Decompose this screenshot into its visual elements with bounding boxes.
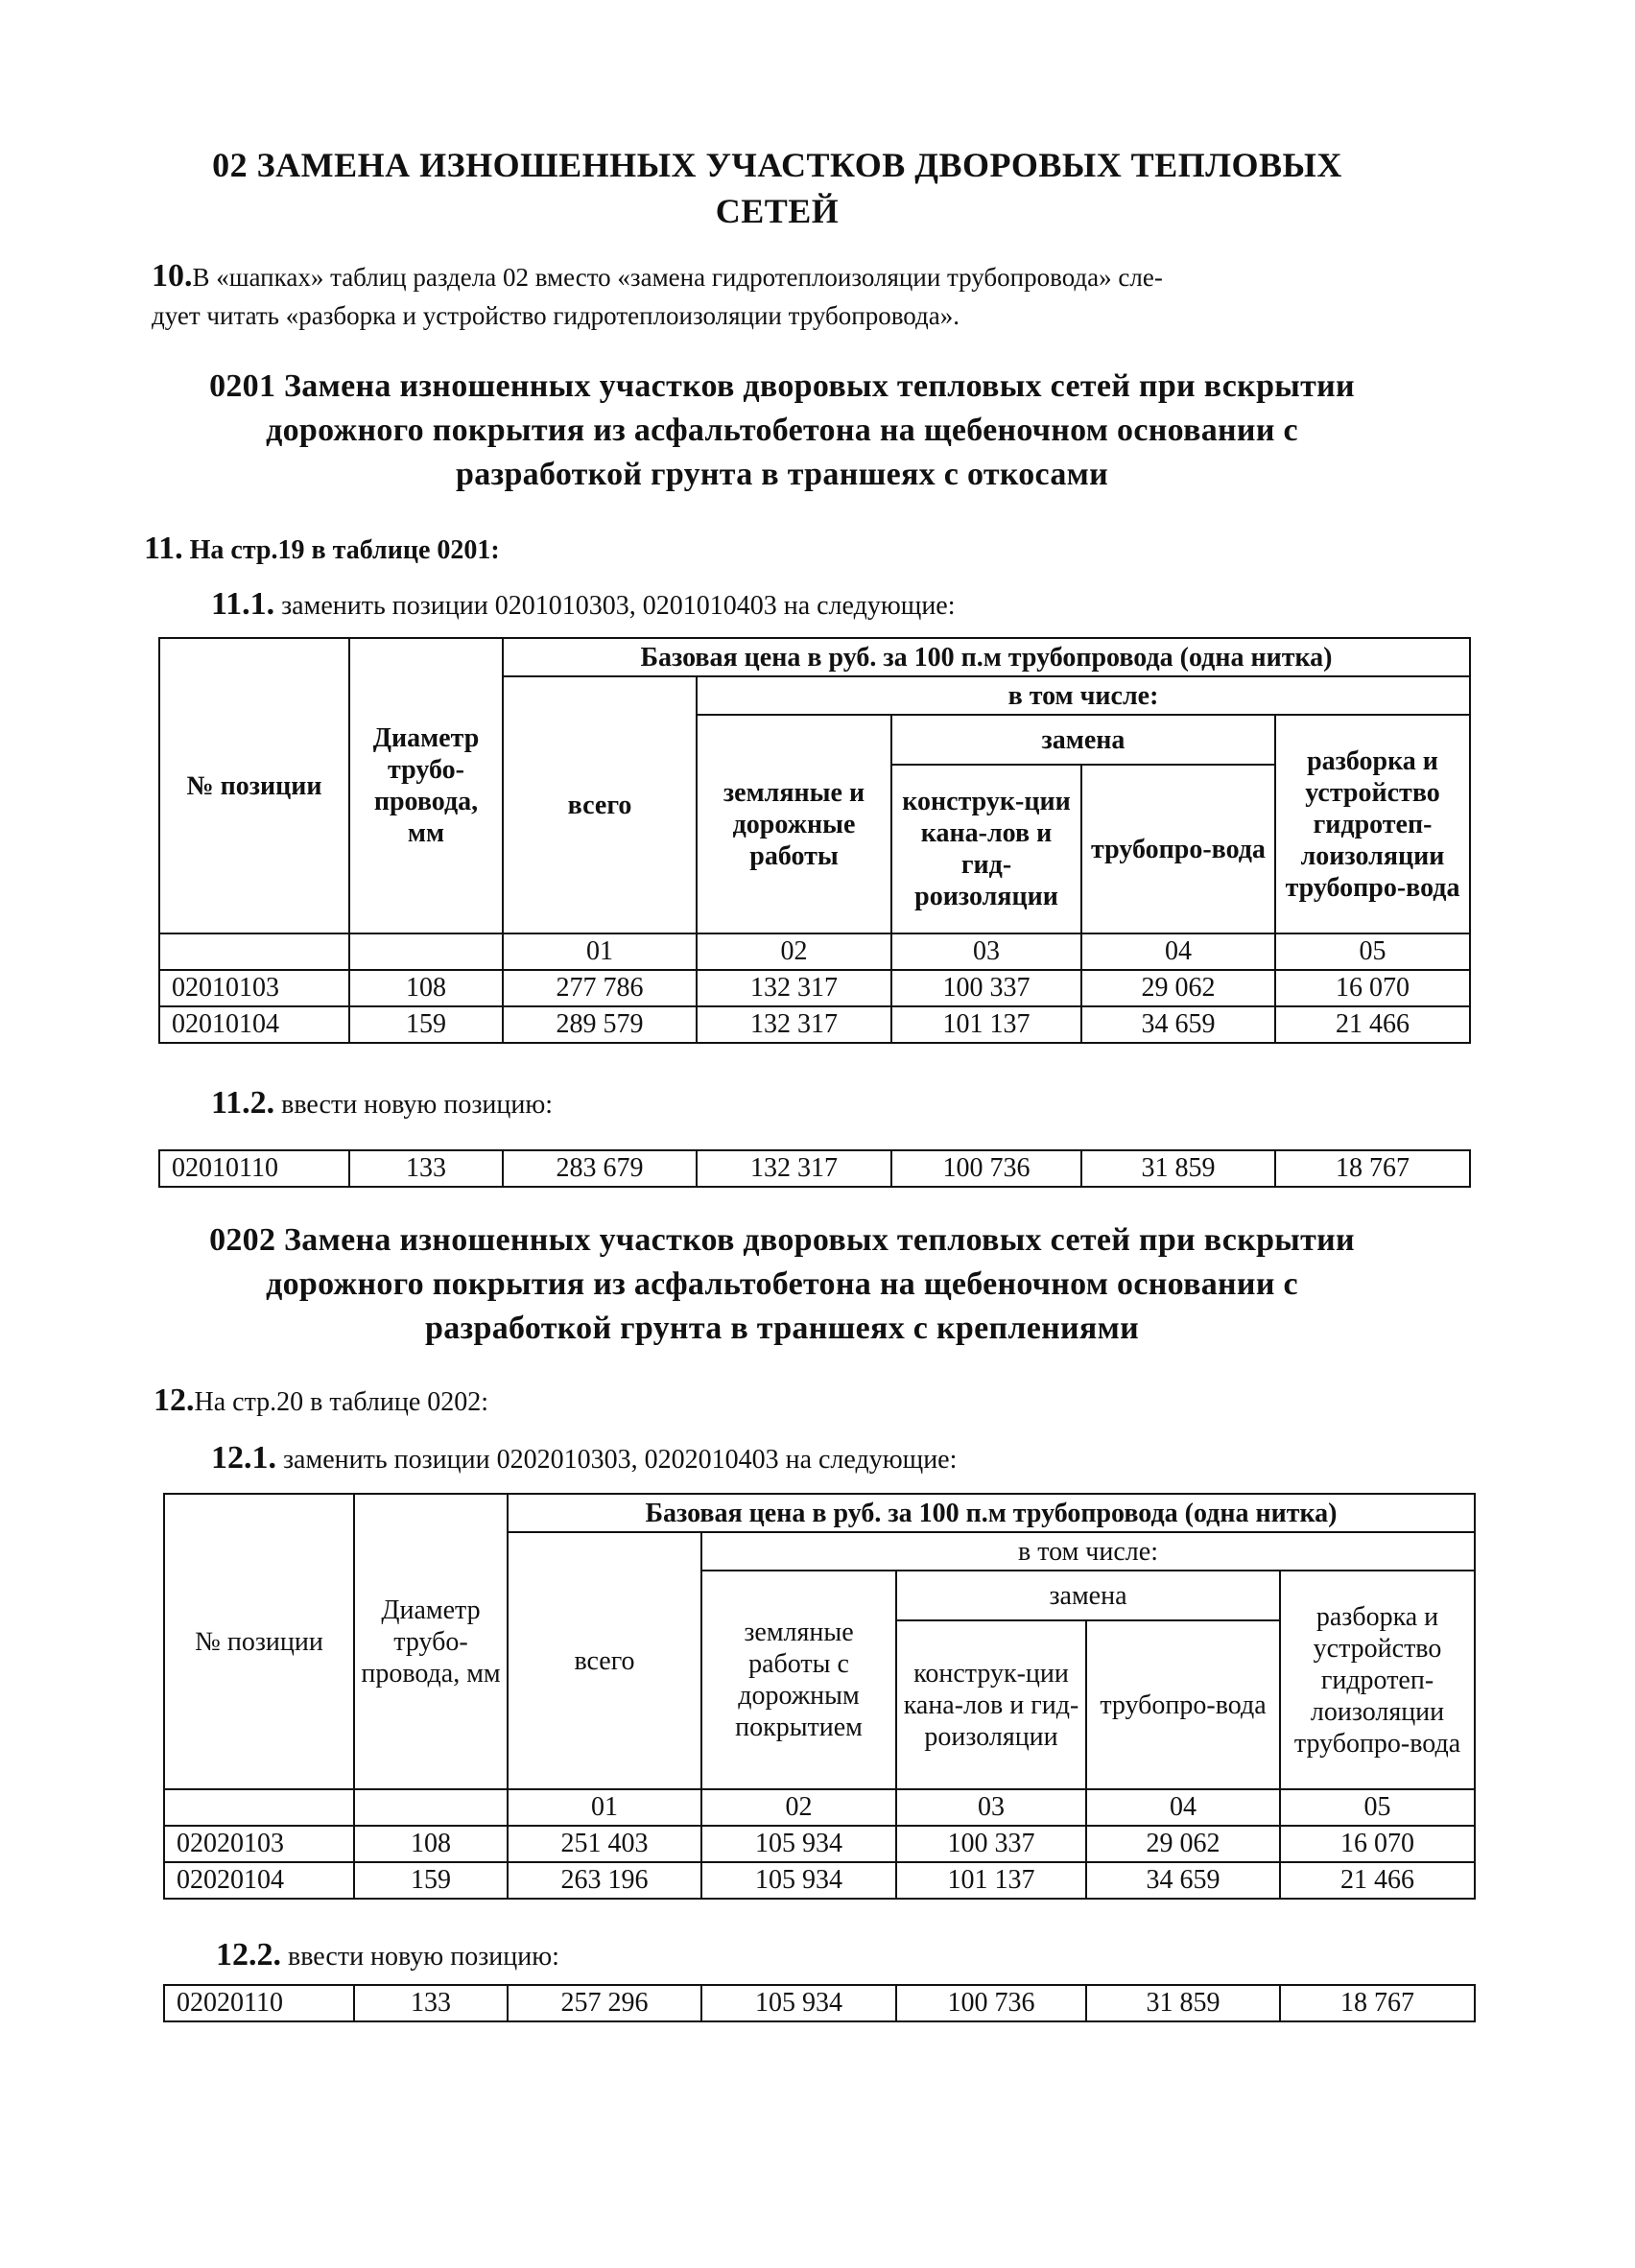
header-replacement: замена bbox=[891, 715, 1275, 765]
cell-pipeline: 34 659 bbox=[1086, 1862, 1280, 1899]
header-position: № позиции bbox=[159, 638, 349, 933]
header-insulation: разборка и устройство гидротеп-лоизоляции трубопро-вода bbox=[1275, 715, 1470, 933]
section-0202-line-2: дорожного покрытия из асфальтобетона на щебеночном основании с bbox=[266, 1266, 1298, 1302]
cell-earthworks: 105 934 bbox=[701, 1985, 896, 2021]
cell-insulation: 18 767 bbox=[1275, 1150, 1470, 1187]
item-11-1-text: заменить позиции 0201010303, 0201010403 на следующие: bbox=[274, 591, 956, 621]
header-diameter: Диаметр трубо-провода, мм bbox=[354, 1494, 508, 1789]
item-11-2 bbox=[211, 1084, 553, 1124]
title-line-1: 02 ЗАМЕНА ИЗНОШЕННЫХ УЧАСТКОВ ДВОРОВЫХ ТЕПЛОВЫХ bbox=[212, 146, 1342, 184]
cell-total: 257 296 bbox=[508, 1985, 701, 2021]
section-0202-heading bbox=[106, 1218, 1458, 1351]
table-0202-new-position bbox=[163, 1984, 1476, 2022]
cell-diameter: 133 bbox=[354, 1985, 508, 2021]
cell-position: 02020103 bbox=[164, 1826, 354, 1862]
cell-pipeline: 31 859 bbox=[1086, 1985, 1280, 2021]
cell-channels: 100 736 bbox=[896, 1985, 1086, 2021]
cell-diameter: 108 bbox=[349, 970, 503, 1006]
col-number: 04 bbox=[1086, 1789, 1280, 1826]
cell-pipeline: 29 062 bbox=[1086, 1826, 1280, 1862]
col-number: 04 bbox=[1081, 933, 1275, 970]
item-11-number: 11. bbox=[144, 531, 183, 566]
header-base-price: Базовая цена в руб. за 100 п.м трубопровода (одна нитка) bbox=[508, 1494, 1475, 1532]
item-11-2-number: 11.2. bbox=[211, 1085, 275, 1121]
col-number: 01 bbox=[508, 1789, 701, 1826]
cell-diameter: 108 bbox=[354, 1826, 508, 1862]
col-number: 03 bbox=[896, 1789, 1086, 1826]
table-row bbox=[164, 1862, 1475, 1899]
item-12-number: 12. bbox=[154, 1382, 195, 1418]
header-earthworks: земляные работы с дорожным покрытием bbox=[701, 1571, 896, 1789]
header-base-price: Базовая цена в руб. за 100 п.м трубопровода (одна нитка) bbox=[503, 638, 1470, 676]
header-including: в том числе: bbox=[701, 1532, 1475, 1571]
table-0201-replacement bbox=[158, 637, 1471, 1044]
cell-pipeline: 31 859 bbox=[1081, 1150, 1275, 1187]
cell-position: 02010110 bbox=[159, 1150, 349, 1187]
cell-total: 289 579 bbox=[503, 1006, 697, 1043]
cell-insulation: 21 466 bbox=[1280, 1862, 1475, 1899]
header-diameter: Диаметр трубо-провода, мм bbox=[349, 638, 503, 933]
header-earthworks: земляные и дорожные работы bbox=[697, 715, 891, 933]
section-0201-line-1: 0201 Замена изношенных участков дворовых тепловых сетей при вскрытии bbox=[209, 368, 1355, 404]
table-row bbox=[159, 1006, 1470, 1043]
cell-diameter: 159 bbox=[349, 1006, 503, 1043]
item-12-1-number: 12.1. bbox=[211, 1440, 276, 1476]
cell-diameter: 133 bbox=[349, 1150, 503, 1187]
table-0201-new-position bbox=[158, 1149, 1471, 1188]
cell-channels: 100 337 bbox=[896, 1826, 1086, 1862]
section-0201-line-2: дорожного покрытия из асфальтобетона на щебеночном основании с bbox=[266, 413, 1298, 448]
table-row bbox=[164, 1985, 1475, 2021]
header-pipeline: трубопро-вода bbox=[1081, 765, 1275, 933]
cell-earthworks: 132 317 bbox=[697, 970, 891, 1006]
cell-position: 02020110 bbox=[164, 1985, 354, 2021]
col-number: 05 bbox=[1280, 1789, 1475, 1826]
header-channels: конструк-ции кана-лов и гид-роизоляции bbox=[891, 765, 1081, 933]
table-row bbox=[159, 970, 1470, 1006]
item-12-1 bbox=[211, 1439, 957, 1479]
item-10-line-1: В «шапках» таблиц раздела 02 вместо «замена гидротеплоизоляции трубопровода» сле- bbox=[192, 263, 1163, 292]
cell-position: 02010104 bbox=[159, 1006, 349, 1043]
cell-insulation: 21 466 bbox=[1275, 1006, 1470, 1043]
cell-earthworks: 132 317 bbox=[697, 1150, 891, 1187]
header-replacement: замена bbox=[896, 1571, 1280, 1620]
title-line-2: СЕТЕЙ bbox=[715, 192, 840, 230]
cell-total: 283 679 bbox=[503, 1150, 697, 1187]
cell-total: 277 786 bbox=[503, 970, 697, 1006]
item-11-1-number: 11.1. bbox=[211, 586, 275, 622]
item-12 bbox=[154, 1382, 488, 1422]
header-channels: конструк-ции кана-лов и гид-роизоляции bbox=[896, 1620, 1086, 1789]
cell-position: 02010103 bbox=[159, 970, 349, 1006]
cell-earthworks: 105 934 bbox=[701, 1826, 896, 1862]
cell-channels: 100 337 bbox=[891, 970, 1081, 1006]
cell-diameter: 159 bbox=[354, 1862, 508, 1899]
item-12-1-text: заменить позиции 0202010303, 0202010403 на следующие: bbox=[276, 1445, 958, 1475]
col-number: 02 bbox=[701, 1789, 896, 1826]
cell-earthworks: 105 934 bbox=[701, 1862, 896, 1899]
item-11 bbox=[144, 530, 500, 570]
item-12-2-text: ввести новую позицию: bbox=[281, 1942, 559, 1972]
cell-total: 251 403 bbox=[508, 1826, 701, 1862]
item-10-line-2: дует читать «разборка и устройство гидротеплоизоляции трубопровода». bbox=[152, 301, 960, 330]
item-11-text: На стр.19 в таблице 0201: bbox=[182, 535, 500, 565]
section-0202-line-1: 0202 Замена изношенных участков дворовых тепловых сетей при вскрытии bbox=[209, 1222, 1355, 1258]
item-12-2-number: 12.2. bbox=[216, 1937, 281, 1973]
cell-position: 02020104 bbox=[164, 1862, 354, 1899]
cell-total: 263 196 bbox=[508, 1862, 701, 1899]
col-number: 05 bbox=[1275, 933, 1470, 970]
header-total: всего bbox=[503, 676, 697, 933]
col-number: 02 bbox=[697, 933, 891, 970]
col-number: 01 bbox=[503, 933, 697, 970]
cell-insulation: 16 070 bbox=[1280, 1826, 1475, 1862]
item-12-text: На стр.20 в таблице 0202: bbox=[194, 1387, 489, 1417]
item-11-1 bbox=[211, 585, 956, 626]
cell-pipeline: 29 062 bbox=[1081, 970, 1275, 1006]
item-10-number: 10. bbox=[152, 258, 193, 294]
section-0201-heading bbox=[106, 365, 1458, 497]
table-row bbox=[164, 1826, 1475, 1862]
cell-insulation: 16 070 bbox=[1275, 970, 1470, 1006]
table-row bbox=[159, 1150, 1470, 1187]
header-pipeline: трубопро-вода bbox=[1086, 1620, 1280, 1789]
col-number: 03 bbox=[891, 933, 1081, 970]
cell-channels: 100 736 bbox=[891, 1150, 1081, 1187]
section-0201-line-3: разработкой грунта в траншеях с откосами bbox=[455, 457, 1109, 492]
cell-insulation: 18 767 bbox=[1280, 1985, 1475, 2021]
item-12-2 bbox=[216, 1936, 559, 1976]
item-11-2-text: ввести новую позицию: bbox=[274, 1090, 554, 1120]
table-0202-replacement bbox=[163, 1493, 1476, 1900]
cell-channels: 101 137 bbox=[891, 1006, 1081, 1043]
cell-pipeline: 34 659 bbox=[1081, 1006, 1275, 1043]
header-total: всего bbox=[508, 1532, 701, 1789]
document-title bbox=[134, 142, 1420, 234]
cell-earthworks: 132 317 bbox=[697, 1006, 891, 1043]
section-0202-line-3: разработкой грунта в траншеях с креплениями bbox=[425, 1311, 1139, 1346]
header-position: № позиции bbox=[164, 1494, 354, 1789]
header-including: в том числе: bbox=[697, 676, 1470, 715]
item-10 bbox=[152, 257, 1476, 335]
cell-channels: 101 137 bbox=[896, 1862, 1086, 1899]
header-insulation: разборка и устройство гидротеп-лоизоляции трубопро-вода bbox=[1280, 1571, 1475, 1789]
